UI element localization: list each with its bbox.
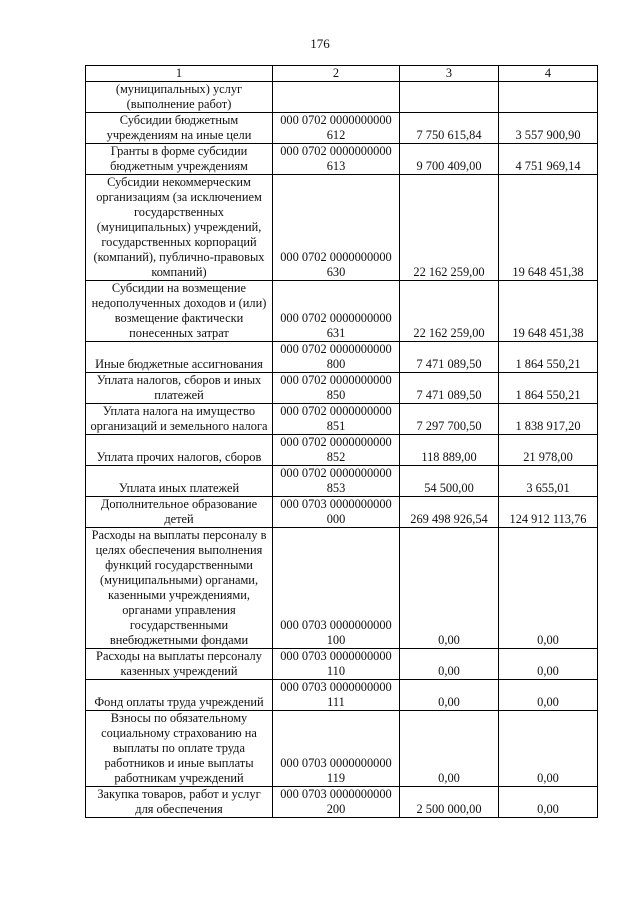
row-value-plan-cell: 0,00	[400, 711, 499, 787]
row-code-cell: 000 0702 0000000000 631	[273, 281, 400, 342]
row-name-cell: Расходы на выплаты персоналу в целях обеспечения выполнения функций государственными (муниципальными) органами, казенными учреждениями, органами управления государственными внебюджетными фондами	[86, 528, 273, 649]
table-header-row	[86, 66, 598, 82]
row-value-actual-cell: 1 864 550,21	[499, 373, 598, 404]
row-name-cell: Субсидии некоммерческим организациям (за исключением государственных (муниципальных) учреждений, государственных корпораций (компаний), публично-правовых компаний)	[86, 175, 273, 281]
row-code-cell: 000 0703 0000000000 110	[273, 649, 400, 680]
row-code-cell: 000 0703 0000000000 111	[273, 680, 400, 711]
row-code-cell: 000 0702 0000000000 852	[273, 435, 400, 466]
row-value-actual-cell: 0,00	[499, 711, 598, 787]
table-row	[86, 466, 598, 497]
table-row	[86, 342, 598, 373]
row-name-cell: (муниципальных) услуг (выполнение работ)	[86, 82, 273, 113]
row-value-actual-cell: 0,00	[499, 528, 598, 649]
row-code-cell: 000 0702 0000000000 850	[273, 373, 400, 404]
row-code-cell: 000 0702 0000000000 853	[273, 466, 400, 497]
row-name-cell: Уплата налогов, сборов и иных платежей	[86, 373, 273, 404]
row-value-plan-cell	[400, 82, 499, 113]
row-value-plan-cell: 7 471 089,50	[400, 342, 499, 373]
row-value-actual-cell: 3 655,01	[499, 466, 598, 497]
row-value-plan-cell: 22 162 259,00	[400, 281, 499, 342]
table-row	[86, 649, 598, 680]
row-value-actual-cell: 3 557 900,90	[499, 113, 598, 144]
row-value-actual-cell: 0,00	[499, 787, 598, 818]
row-value-plan-cell: 22 162 259,00	[400, 175, 499, 281]
row-code-cell: 000 0703 0000000000 000	[273, 497, 400, 528]
table-row	[86, 82, 598, 113]
table-row	[86, 680, 598, 711]
row-value-plan-cell: 0,00	[400, 649, 499, 680]
row-value-actual-cell: 1 864 550,21	[499, 342, 598, 373]
row-code-cell: 000 0703 0000000000 100	[273, 528, 400, 649]
row-name-cell: Закупка товаров, работ и услуг для обеспечения	[86, 787, 273, 818]
row-name-cell: Иные бюджетные ассигнования	[86, 342, 273, 373]
row-value-actual-cell	[499, 82, 598, 113]
row-value-plan-cell: 0,00	[400, 680, 499, 711]
row-name-cell: Расходы на выплаты персоналу казенных учреждений	[86, 649, 273, 680]
table-row	[86, 435, 598, 466]
row-value-plan-cell: 7 297 700,50	[400, 404, 499, 435]
row-code-cell: 000 0702 0000000000 851	[273, 404, 400, 435]
row-name-cell: Фонд оплаты труда учреждений	[86, 680, 273, 711]
row-value-actual-cell: 4 751 969,14	[499, 144, 598, 175]
row-value-actual-cell: 124 912 113,76	[499, 497, 598, 528]
table-row	[86, 497, 598, 528]
row-value-actual-cell: 21 978,00	[499, 435, 598, 466]
row-value-actual-cell: 0,00	[499, 649, 598, 680]
table-body	[86, 82, 598, 818]
column-header: 3	[400, 66, 499, 82]
row-value-plan-cell: 118 889,00	[400, 435, 499, 466]
row-value-plan-cell: 269 498 926,54	[400, 497, 499, 528]
row-name-cell: Гранты в форме субсидии бюджетным учреждениям	[86, 144, 273, 175]
row-code-cell: 000 0702 0000000000 613	[273, 144, 400, 175]
row-code-cell: 000 0702 0000000000 630	[273, 175, 400, 281]
row-value-actual-cell: 19 648 451,38	[499, 281, 598, 342]
row-value-actual-cell: 0,00	[499, 680, 598, 711]
table-row	[86, 711, 598, 787]
row-value-plan-cell: 2 500 000,00	[400, 787, 499, 818]
row-value-plan-cell: 7 750 615,84	[400, 113, 499, 144]
table-row	[86, 373, 598, 404]
table-row	[86, 404, 598, 435]
row-name-cell: Уплата прочих налогов, сборов	[86, 435, 273, 466]
budget-table	[85, 65, 598, 818]
row-name-cell: Субсидии на возмещение недополученных доходов и (или) возмещение фактически понесенных затрат	[86, 281, 273, 342]
row-code-cell: 000 0703 0000000000 119	[273, 711, 400, 787]
row-code-cell	[273, 82, 400, 113]
page-number: 176	[310, 36, 330, 51]
row-name-cell: Уплата иных платежей	[86, 466, 273, 497]
table-row	[86, 175, 598, 281]
column-header: 2	[273, 66, 400, 82]
table-row	[86, 144, 598, 175]
row-value-plan-cell: 54 500,00	[400, 466, 499, 497]
table-row	[86, 787, 598, 818]
row-name-cell: Взносы по обязательному социальному страхованию на выплаты по оплате труда работников и иные выплаты работникам учреждений	[86, 711, 273, 787]
row-value-plan-cell: 9 700 409,00	[400, 144, 499, 175]
row-value-plan-cell: 7 471 089,50	[400, 373, 499, 404]
table-row	[86, 113, 598, 144]
row-name-cell: Уплата налога на имущество организаций и земельного налога	[86, 404, 273, 435]
row-code-cell: 000 0703 0000000000 200	[273, 787, 400, 818]
table-row	[86, 528, 598, 649]
row-value-actual-cell: 19 648 451,38	[499, 175, 598, 281]
column-header: 1	[86, 66, 273, 82]
row-name-cell: Субсидии бюджетным учреждениям на иные цели	[86, 113, 273, 144]
table-row	[86, 281, 598, 342]
row-code-cell: 000 0702 0000000000 800	[273, 342, 400, 373]
column-header: 4	[499, 66, 598, 82]
row-value-plan-cell: 0,00	[400, 528, 499, 649]
row-value-actual-cell: 1 838 917,20	[499, 404, 598, 435]
row-name-cell: Дополнительное образование детей	[86, 497, 273, 528]
row-code-cell: 000 0702 0000000000 612	[273, 113, 400, 144]
